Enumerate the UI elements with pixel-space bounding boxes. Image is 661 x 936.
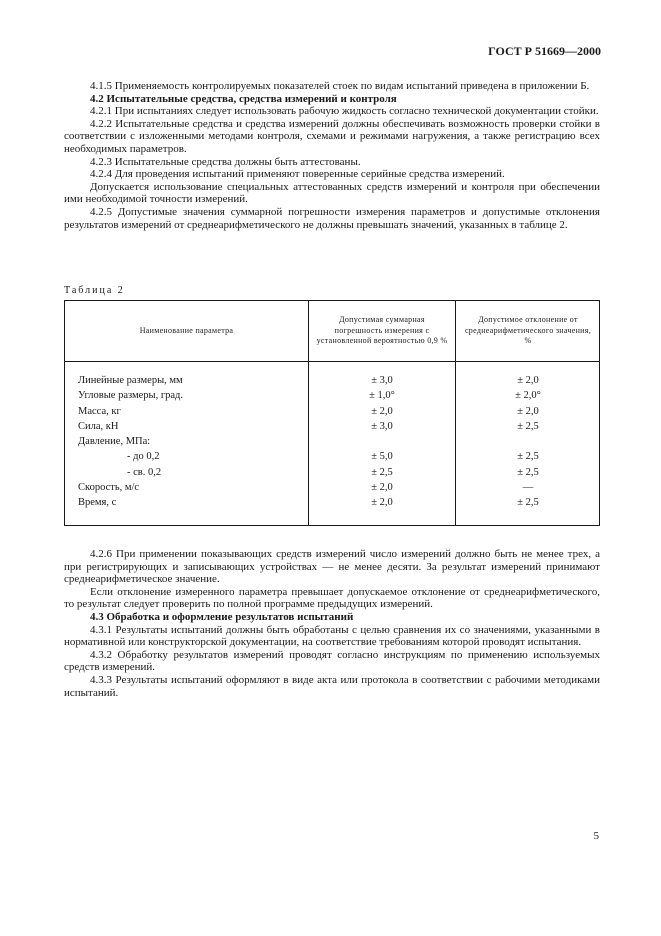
table-header-total-error: Допустимая суммарная погрешность измерения с установленной вероятностью 0,9 %	[316, 315, 448, 346]
deviation-value: ± 2,5	[517, 420, 539, 432]
section-heading: 4.2 Испытательные средства, средства измерений и контроля	[90, 92, 397, 105]
deviation-value: ± 2,0	[517, 405, 539, 417]
paragraph: Если отклонение измеренного параметра превышает допускаемое отклонение от среднеарифметического, то результат следует проверить по полной программе предыдущих измерений.	[64, 585, 600, 611]
parameter-name: - св. 0,2	[127, 466, 162, 478]
page-number: 5	[593, 830, 599, 842]
text-block-top	[64, 80, 600, 231]
parameter-name: Время, с	[78, 497, 117, 509]
parameters-table	[64, 300, 600, 526]
paragraph: 4.2.5 Допустимые значения суммарной погрешности измерения параметров и допустимые отклонения результатов измерений от среднеарифметического не должны превышать значений, указанных в таблице 2.	[64, 205, 600, 231]
table-row	[65, 467, 599, 482]
total-error-value: ± 2,0	[371, 405, 393, 417]
deviation-value: ± 2,5	[517, 497, 539, 509]
deviation-value: ± 2,5	[517, 466, 539, 478]
paragraph: 4.2.3 Испытательные средства должны быть аттестованы.	[90, 155, 361, 168]
table-row	[65, 406, 599, 421]
table-caption: Таблица 2	[64, 285, 125, 296]
total-error-value: ± 2,0	[371, 482, 393, 494]
paragraph: 4.2.6 При применении показывающих средств измерений число измерений должно быть не менее трех, а при регистрирующих и записывающих устройствах — не менее десяти. За результат измерений принимают среднеарифметическое значение.	[64, 548, 600, 586]
table-row	[65, 390, 599, 405]
paragraph: 4.2.1 При испытаниях следует использовать рабочую жидкость согласно технической документации стойки.	[90, 105, 599, 118]
table-row	[65, 436, 599, 451]
table-row	[65, 482, 599, 497]
deviation-value: —	[522, 482, 534, 494]
text-block-bottom	[64, 548, 600, 699]
document-code: ГОСТ Р 51669—2000	[488, 44, 601, 58]
table-header-divider	[65, 361, 599, 362]
deviation-value: ± 2,5	[517, 451, 539, 463]
table-header-deviation: Допустимое отклонение от среднеарифметического значения, %	[464, 315, 592, 346]
parameter-name: Давление, МПа:	[78, 436, 151, 448]
table-row	[65, 375, 599, 390]
paragraph: 4.1.5 Применяемость контролируемых показателей стоек по видам испытаний приведена в приложении Б.	[90, 80, 590, 92]
table-header-parameter: Наименование параметра	[139, 325, 234, 335]
parameter-name: Скорость, м/с	[78, 482, 140, 494]
table-body	[65, 375, 599, 513]
total-error-value: ± 2,5	[371, 466, 393, 478]
table-row	[65, 451, 599, 466]
table-row	[65, 421, 599, 436]
paragraph: 4.2.2 Испытательные средства и средства измерений должны обеспечивать возможность проверки стойки в соответствии с изложенными методами контроля, схемами и режимами нагружения, а также регистрацию всех необходимых параметров.	[64, 117, 600, 155]
paragraph: Допускается использование специальных аттестованных средств измерений и контроля при обеспечении ими необходимой точности измерений.	[64, 180, 600, 206]
total-error-value: ± 3,0	[371, 375, 393, 386]
total-error-value: ± 5,0	[371, 451, 393, 463]
paragraph: 4.3.3 Результаты испытаний оформляют в виде акта или протокола в соответствии с рабочими методиками испытаний.	[64, 673, 600, 699]
total-error-value: ± 3,0	[371, 420, 393, 432]
deviation-value: ± 2,0	[517, 375, 539, 386]
total-error-value: ± 2,0	[371, 497, 393, 509]
paragraph: 4.3.1 Результаты испытаний должны быть обработаны с целью сравнения их со значениями, указанными в нормативной или конструкторской документации, на соответствие требованиям которой проводят испытания.	[64, 623, 600, 649]
parameter-name: Линейные размеры, мм	[78, 375, 183, 386]
paragraph: 4.3.2 Обработку результатов измерений проводят согласно инструкциям по применению используемых средств измерений.	[64, 648, 600, 674]
deviation-value: ± 2,0°	[515, 390, 541, 402]
table-row	[65, 497, 599, 512]
parameter-name: Угловые размеры, град.	[78, 390, 184, 402]
total-error-value: ± 1,0°	[369, 390, 395, 402]
section-heading: 4.3 Обработка и оформление результатов испытаний	[90, 610, 354, 623]
paragraph: 4.2.4 Для проведения испытаний применяют поверенные серийные средства измерений.	[90, 168, 505, 181]
parameter-name: Масса, кг	[78, 405, 121, 417]
parameter-name: Сила, кН	[78, 420, 119, 432]
parameter-name: - до 0,2	[127, 451, 160, 463]
